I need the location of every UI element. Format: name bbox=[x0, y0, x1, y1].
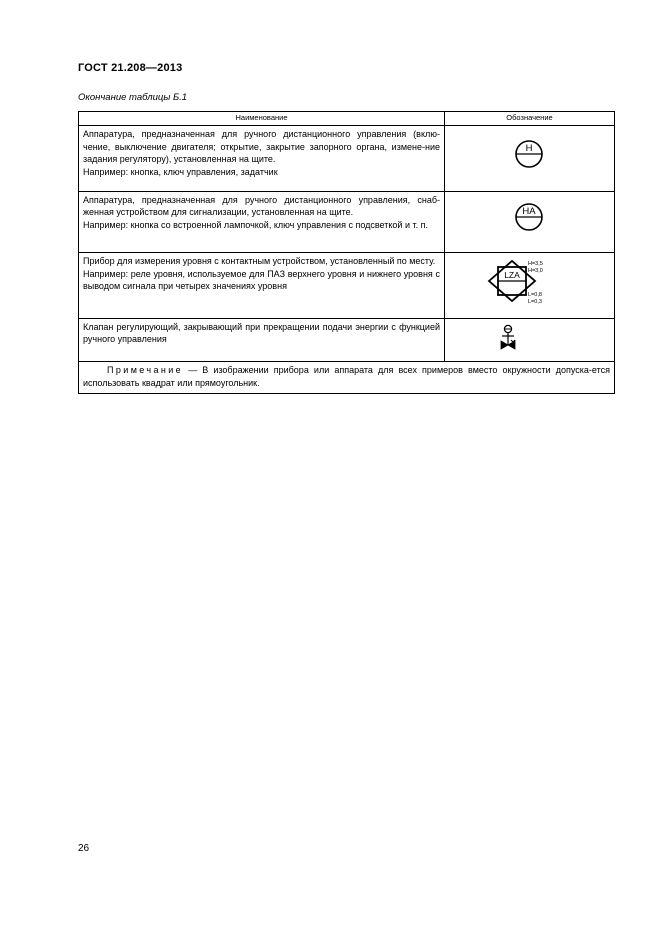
instrument-circle-icon bbox=[449, 194, 610, 246]
table-note bbox=[79, 362, 615, 394]
limit-low-2: L=0,3 bbox=[528, 299, 542, 306]
table-row bbox=[79, 318, 615, 362]
table-row bbox=[79, 126, 615, 192]
note-row bbox=[79, 362, 615, 394]
instrument-circle-icon bbox=[449, 128, 610, 184]
limit-low-1: L=0,8 bbox=[528, 292, 542, 299]
row-text: Аппаратура, предназначенная для ручного дистанционного управления, снаб-женная устройством для сигнализации, установленная на щите. bbox=[83, 194, 440, 218]
row-text: Клапан регулирующий, закрывающий при прекращении подачи энергии с функцией ручного управления bbox=[83, 321, 440, 345]
row-description bbox=[79, 318, 445, 362]
row-text: Аппаратура, предназначенная для ручного дистанционного управления (вклю-чение, выключение двигателя; открытие, закрытие запорного органа, измене-ние задания регулятору), установленная на щите. bbox=[83, 129, 440, 165]
row-symbol-cell bbox=[445, 318, 615, 362]
symbols-table bbox=[78, 111, 615, 394]
table-header-row bbox=[79, 112, 615, 126]
column-header-symbol: Обозначение bbox=[445, 112, 615, 126]
page-number: 26 bbox=[78, 843, 90, 854]
row-description bbox=[79, 191, 445, 253]
standard-title: ГОСТ 21.208—2013 bbox=[78, 62, 183, 74]
row-symbol-cell bbox=[445, 191, 615, 253]
row-symbol-cell bbox=[445, 126, 615, 192]
row-description bbox=[79, 253, 445, 319]
column-header-name: Наименование bbox=[79, 112, 445, 126]
row-text: Прибор для измерения уровня с контактным устройством, установленный по месту. bbox=[83, 256, 436, 267]
row-example: Например: кнопка, ключ управления, задатчик bbox=[83, 166, 278, 177]
symbol-label: H bbox=[525, 143, 533, 154]
table-caption: Окончание таблицы Б.1 bbox=[78, 92, 188, 103]
level-relay-icon bbox=[449, 255, 610, 311]
note-label: Примечание bbox=[107, 365, 184, 376]
row-example: Например: кнопка со встроенной лампочкой, ключ управления с подсветкой и т. п. bbox=[83, 219, 428, 230]
row-symbol-cell bbox=[445, 253, 615, 319]
row-example: Например: реле уровня, используемое для ПАЗ верхнего уровня и нижнего уровня с выводом сигнала при четырех значениях уровня bbox=[83, 268, 440, 292]
note-text: — В изображении прибора или аппарата для всех примеров вместо окружности допуска-ется использовать квадрат или прямоугольник. bbox=[83, 365, 610, 389]
row-description bbox=[79, 126, 445, 192]
symbol-label: LZA bbox=[504, 270, 520, 281]
symbol-label: HA bbox=[522, 205, 536, 217]
table-row bbox=[79, 191, 615, 253]
limit-high-1: H=3,5 bbox=[528, 261, 543, 268]
table-row bbox=[79, 253, 615, 319]
limit-high-2: H=3,0 bbox=[528, 268, 543, 275]
control-valve-icon bbox=[449, 321, 610, 355]
